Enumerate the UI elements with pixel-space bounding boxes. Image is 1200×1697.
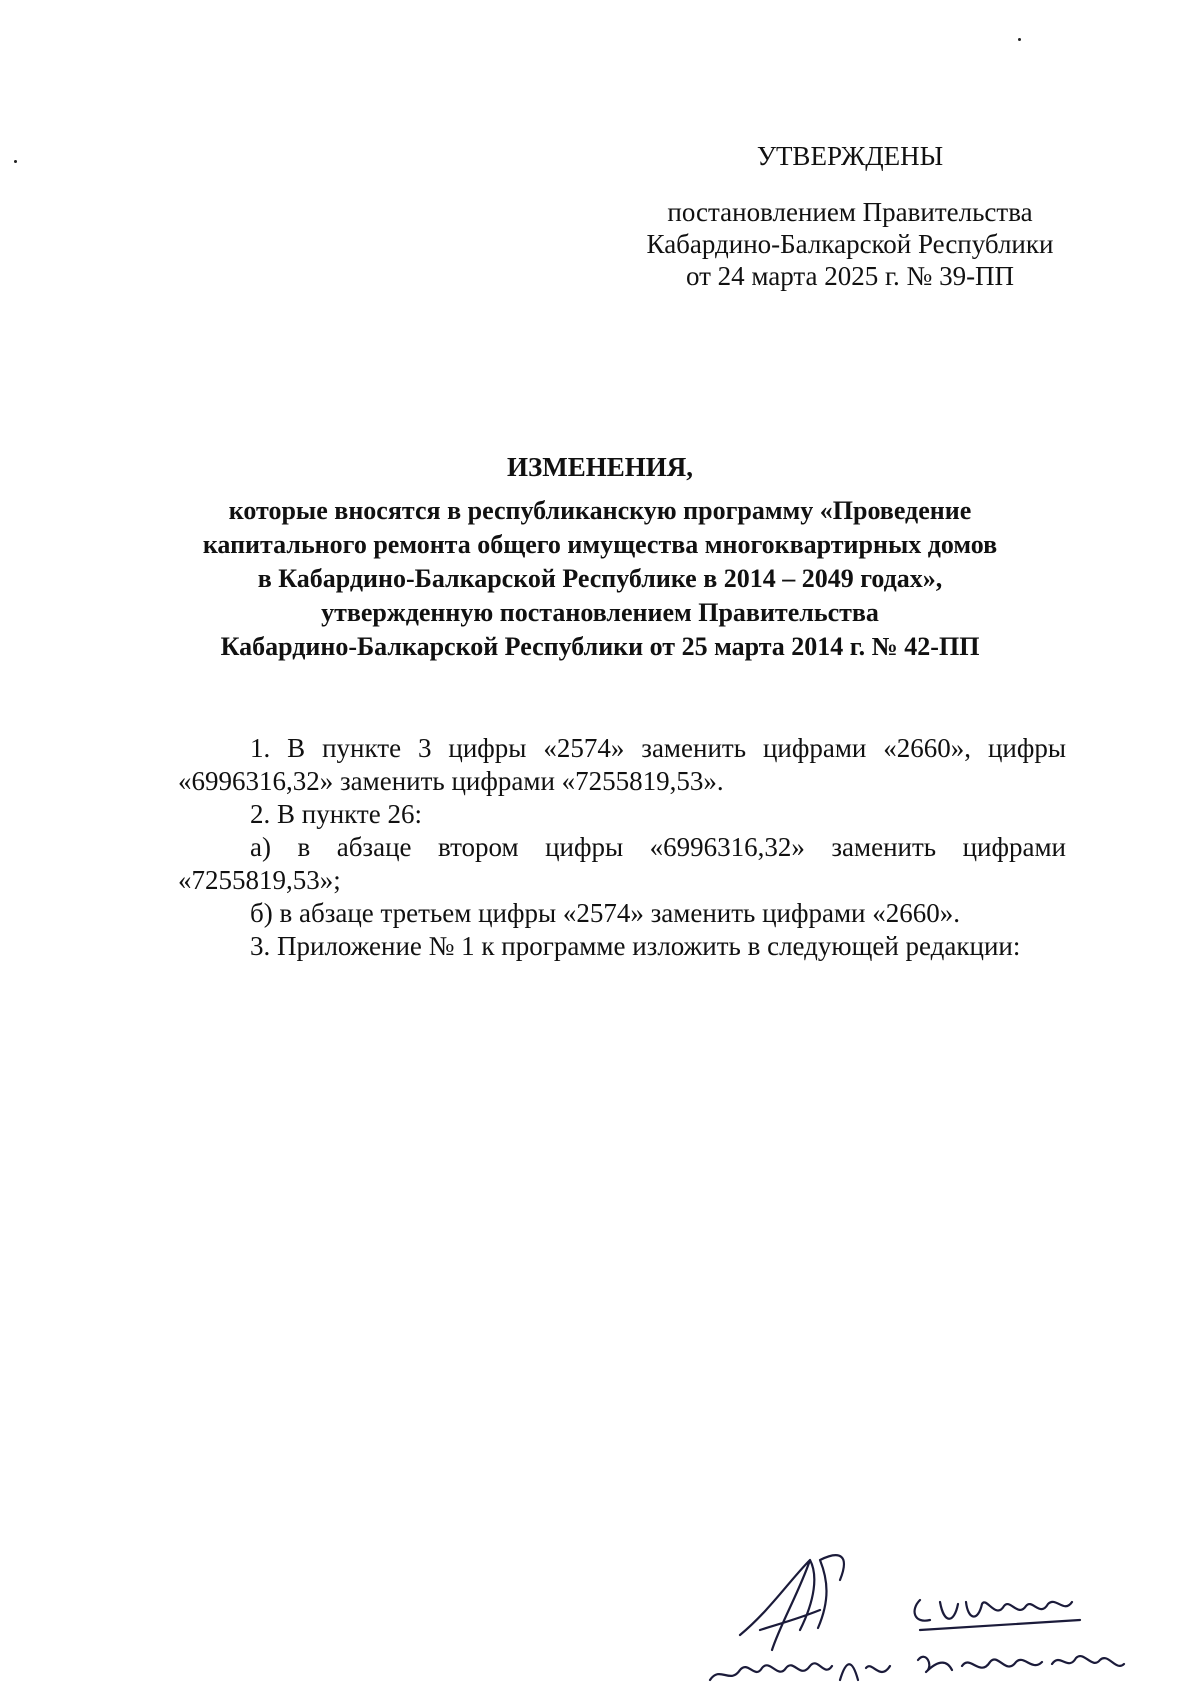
title-line: утвержденную постановлением Правительства [321,598,879,627]
approval-line: постановлением Правительства [667,197,1033,227]
signature-stroke [918,1656,1124,1672]
document-body [178,732,1066,963]
signature-area [700,1540,1180,1690]
paragraph: 3. Приложение № 1 к программе изложить в следующей редакции: [250,931,1021,961]
scan-speck [1018,38,1021,41]
title-line: которые вносятся в республиканскую программу «Проведение [228,496,972,525]
signature-stroke [740,1555,844,1650]
paragraph: 2. В пункте 26: [250,799,422,829]
title-line: Кабардино-Балкарской Республики от 25 марта 2014 г. № 42-ПП [220,632,980,661]
approval-line: от 24 марта 2025 г. № 39-ПП [685,261,1015,291]
paragraph: 1. В пункте 3 цифры «2574» заменить цифрами «2660», цифры «6996316,32» заменить цифрами «7255819,53». [178,733,1066,796]
approval-heading: УТВЕРЖДЕНЫ [756,141,944,171]
handwritten-signatures [700,1540,1180,1690]
title-line: в Кабардино-Балкарской Республике в 2014 – 2049 годах», [257,564,943,593]
paragraph: б) в абзаце третьем цифры «2574» заменить цифрами «2660». [250,898,961,928]
signature-stroke [915,1600,1080,1630]
title-line: капитального ремонта общего имущества многоквартирных домов [202,530,998,559]
scan-speck [14,160,17,163]
approval-block [600,140,1100,292]
title-main: ИЗМЕНЕНИЯ, [506,452,693,482]
paragraph: а) в абзаце втором цифры «6996316,32» заменить цифрами «7255819,53»; [178,832,1066,895]
signature-stroke [710,1663,890,1680]
document-title [150,450,1050,664]
approval-line: Кабардино-Балкарской Республики [646,229,1054,259]
